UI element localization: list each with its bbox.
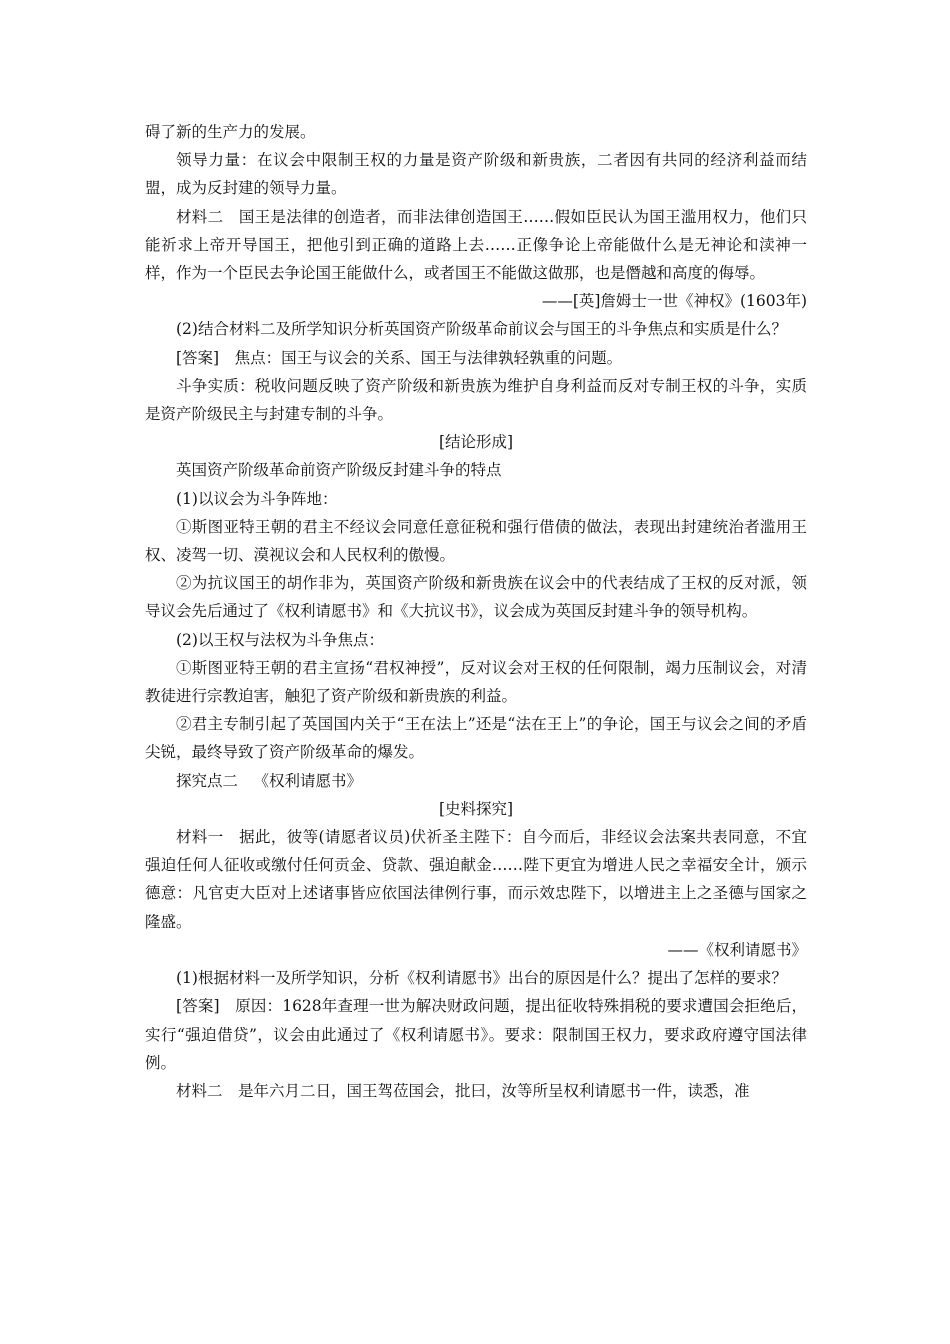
answer-label: [答案]	[176, 348, 220, 367]
question: (2)结合材料二及所学知识分析英国资产阶级革命前议会与国王的斗争焦点和实质是什么？	[176, 320, 787, 339]
inquiry-heading	[145, 767, 807, 795]
paragraph: 英国资产阶级革命前资产阶级反封建斗争的特点	[176, 461, 502, 480]
material-text: 是年六月二日，国王驾莅国会，批曰，汝等所呈权利请愿书一件，读悉，准	[238, 1081, 750, 1100]
subheading: (1)以议会为斗争阵地：	[176, 489, 338, 508]
paragraph: ①斯图亚特王朝的君主宣扬“君权神授”，反对议会对王权的任何限制，竭力压制议会，对清教徒进行宗教迫害，触犯了资产阶级和新贵族的利益。	[145, 658, 807, 706]
material-text: 国王是法律的创造者，而非法律创造国王……假如臣民认为国王滥用权力，他们只能祈求上帝开导国王，把他引到正确的道路上去……正像争论上帝能做什么是无神论和渎神一样，作为一个臣民去争论国王能做什么，或者国王不能做这做那，也是僭越和高度的侮辱。	[145, 207, 807, 283]
material-label: 材料一	[176, 828, 224, 847]
question: (1)根据材料一及所学知识，分析《权利请愿书》出台的原因是什么？提出了怎样的要求？	[176, 969, 787, 988]
material-paragraph	[145, 203, 807, 288]
material-label: 材料二	[176, 1081, 223, 1100]
inquiry-label: 探究点二	[176, 771, 239, 790]
material-text: 据此，彼等(请愿者议员)伏祈圣主陛下：自今而后，非经议会法案共表同意，不宜强迫任何人征收或缴付任何贡金、贷款、强迫献金……陛下更宜为增进人民之幸福安全计，颁示德意：凡官吏大臣对上述诸事皆应依国法律例行事，而示效忠陛下，以增进主上之圣德与国家之隆盛。	[145, 828, 807, 931]
answer-paragraph	[145, 992, 807, 1077]
inquiry-title: 《权利请愿书》	[253, 771, 363, 790]
section-heading: [史料探究]	[438, 799, 514, 818]
document-page	[145, 118, 807, 1105]
section-heading: [结论形成]	[438, 433, 514, 452]
citation: ——[英]詹姆士一世《神权》(1603年)	[541, 292, 807, 311]
answer-text: 原因：1628年查理一世为解决财政问题，提出征收特殊捐税的要求遭国会拒绝后，实行“强迫借贷”，议会由此通过了《权利请愿书》。要求：限制国王权力，要求政府遵守国法律例。	[145, 997, 807, 1072]
paragraph: ②为抗议国王的胡作非为，英国资产阶级和新贵族在议会中的代表结成了王权的反对派，领导议会先后通过了《权利请愿书》和《大抗议书》，议会成为英国反封建斗争的领导机构。	[145, 574, 807, 621]
paragraph: 领导力量：在议会中限制王权的力量是资产阶级和新贵族，二者因有共同的经济利益而结盟，成为反封建的领导力量。	[145, 151, 807, 198]
paragraph: 斗争实质：税收问题反映了资产阶级和新贵族为维护自身利益而反对专制王权的斗争，实质是资产阶级民主与封建专制的斗争。	[145, 376, 807, 424]
citation: ——《权利请愿书》	[667, 940, 807, 959]
material-label: 材料二	[176, 207, 224, 226]
paragraph: ②君主专制引起了英国国内关于“王在法上”还是“法在王上”的争论，国王与议会之间的矛盾尖锐，最终导致了资产阶级革命的爆发。	[145, 715, 807, 762]
answer-label: [答案]	[176, 997, 220, 1016]
answer-paragraph	[145, 344, 807, 372]
subheading: (2)以王权与法权为斗争焦点：	[176, 630, 384, 649]
material-paragraph	[145, 823, 807, 936]
paragraph: 碍了新的生产力的发展。	[145, 123, 316, 141]
paragraph: ①斯图亚特王朝的君主不经议会同意任意征税和强行借债的做法，表现出封建统治者滥用王权、凌驾一切、漠视议会和人民权利的傲慢。	[145, 517, 807, 565]
answer-text: 焦点：国王与议会的关系、国王与法律孰轻孰重的问题。	[234, 348, 623, 367]
material-paragraph	[145, 1077, 807, 1105]
